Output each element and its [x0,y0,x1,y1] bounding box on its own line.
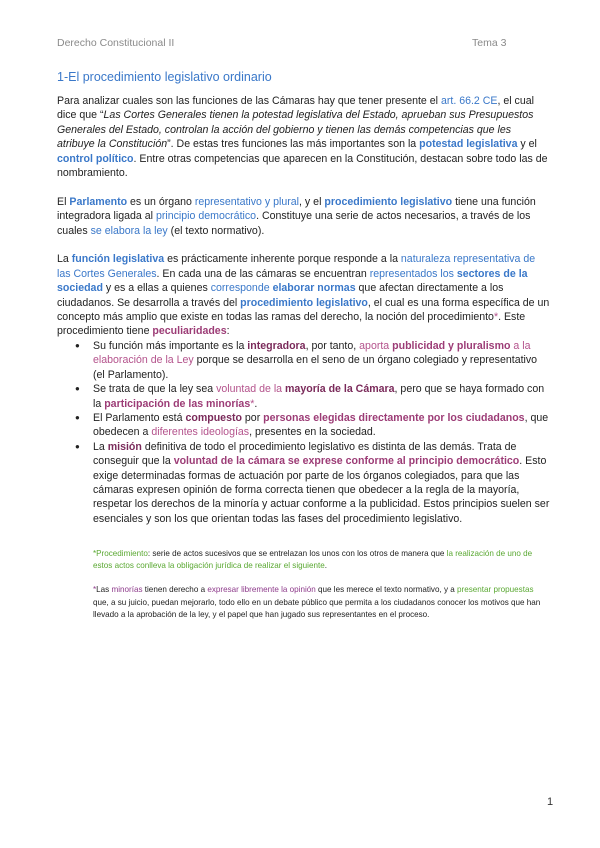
constitution-quote: Las Cortes Generales tienen la potestad legislativa del Estado, aprueban sus Presupuestos Generales del Estado, controlan la acción del gobierno y tienen las demás competencias que les atribuye la Constitución [57,109,534,151]
list-item: ● La misión definitiva de todo el procedimiento legislativo es distinta de las demás. Trata de conseguir que la voluntad de la cámara se exprese conforme al principio democrático. Esto exige determinadas formas de actuación por parte de los órganos colegiados, para que las cámaras expresen opinión de forma correcta tienen que obedecer a la regla de la mayoría, respetar los derechos de la minoría y actuar conforme a la publicidad. Estos principios suelen ser esenciales y son los que orientan todas las fases del procedimiento legislativo. [93,440,550,526]
footnotes [93,548,551,633]
header-course: Derecho Constitucional II [57,37,175,49]
article-ref: art. 66.2 CE [440,95,498,107]
page-number: 1 [547,796,554,808]
body-content [57,94,550,526]
list-item: ● Su función más importante es la integradora, por tanto, aporta publicidad y pluralismo a la elaboración de la Ley porque se desarrolla en el seno de un órgano colegiado y representativo (el Parlamento). [93,339,550,382]
peculiarities-list [57,339,550,526]
paragraph-parliament: El Parlamento es un órgano representativo y plural, y el procedimiento legislativo tiene una función integradora ligada al principio democrático. Constituye una serie de actos necesarios, a través de los cuales se elabora la ley (el texto normativo). [57,195,536,237]
paragraph-functions: Para analizar cuales son las funciones de las Cámaras hay que tener presente el art. 66.2 CE, el cual dice que “Las Cortes Generales tienen la potestad legislativa del Estado, aprueban sus Presupuestos Generales del Estado, controlan la acción del gobierno y tienen las demás competencias que les atribuye la Constitución”. De estas tres funciones las más importantes son la potestad legislativa y el control político. Entre otras competencias que aparecen en la Constitución, destacan sobre todo las de nombramiento. [57,95,548,180]
header-topic: Tema 3 [472,37,507,49]
paragraph-legislative-function: La función legislativa es prácticamente inherente porque responde a la naturaleza representativa de las Cortes Generales. En cada una de las cámaras se encuentran representados los sectores de la sociedad y es a ellas a quienes corresponde elaborar normas que afectan directamente a los ciudadanos. Se desarrolla a través del procedimiento legislativo, el cual es una forma específica de un concepto más amplio que existe en todas las ramas del derecho, la noción del procedimiento*. Este procedimiento tiene peculiaridades: [57,253,550,338]
list-item: ● El Parlamento está compuesto por personas elegidas directamente por los ciudadanos, que obedecen a diferentes ideologías, presentes en la sociedad. [93,411,550,440]
footnote-procedimiento: *Procedimiento: serie de actos sucesivos que se entrelazan los unos con los otros de manera que la realización de uno de estos actos conlleva la obligación jurídica de realizar el siguiente. [93,549,533,571]
list-item: ● Se trata de que la ley sea voluntad de la mayoría de la Cámara, pero que se haya formado con la participación de las minorías*. [93,382,550,411]
footnote-minorias: *Las minorías tienen derecho a expresar libremente la opinión que les merece el texto normativo, y a presentar propuestas que, a su juicio, puedan mejorarlo, todo ello en un debate público que permita a los ciudadanos conocer los motivos que han llevado a la aprobación de la ley, y el papel que han jugado sus representantes en el proceso. [93,585,541,619]
section-title: 1-El procedimiento legislativo ordinario [57,70,272,84]
